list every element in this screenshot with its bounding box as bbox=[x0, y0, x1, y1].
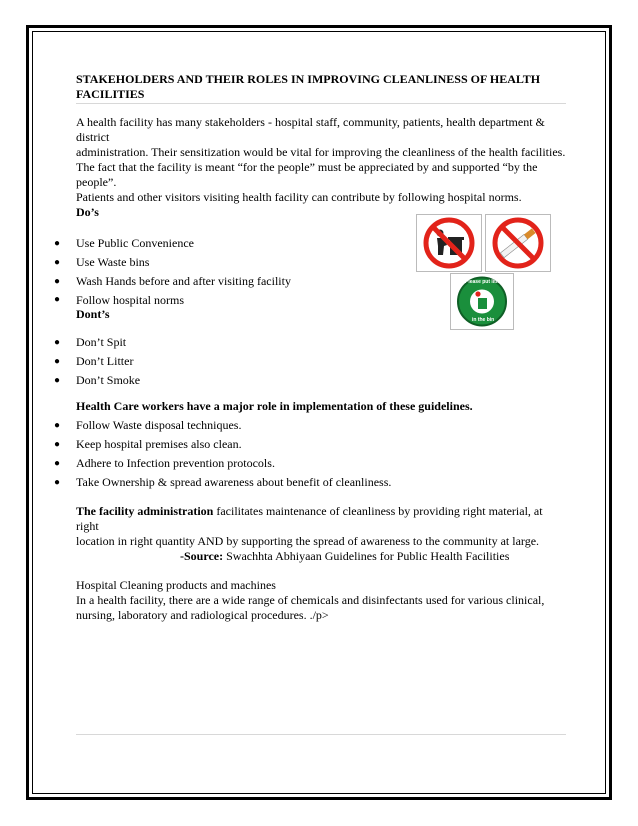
page-title: STAKEHOLDERS AND THEIR ROLES IN IMPROVING CLEANLINESS OF HEALTH FACILITIES bbox=[76, 72, 541, 101]
no-littering-icon bbox=[416, 214, 482, 272]
list-item: ● Don’t Litter bbox=[76, 352, 566, 371]
list-item: ● Adhere to Infection prevention protocols. bbox=[76, 454, 566, 473]
donts-list bbox=[54, 333, 566, 390]
source-line: -Source: Swachhta Abhiyaan Guidelines for Public Health Facilities bbox=[180, 549, 510, 563]
list-item: ● Don’t Spit bbox=[76, 333, 566, 352]
list-item: ● Use Public Convenience bbox=[76, 234, 566, 253]
admin-bold: The facility administration bbox=[76, 504, 214, 518]
bullet-icon: ● bbox=[54, 337, 61, 348]
list-item: ● Use Waste bins bbox=[76, 253, 566, 272]
list-item: ● Follow hospital norms bbox=[54, 293, 185, 307]
footer-rule bbox=[76, 734, 566, 735]
list-item: ● Don’t Smoke bbox=[76, 371, 566, 390]
intro-paragraph bbox=[76, 115, 566, 205]
litter-bin-badge-icon bbox=[450, 273, 514, 330]
bullet-icon: ● bbox=[54, 439, 61, 450]
hcw-heading: Health Care workers have a major role in implementation of these guidelines. bbox=[76, 399, 473, 413]
bullet-icon: ● bbox=[54, 420, 61, 431]
bullet-icon: ● bbox=[54, 257, 61, 268]
products-paragraph: Hospital Cleaning products and machines In a health facility, there are a wide range of chemicals and disinfectants used for various clinical, nursing, laboratory and radiological procedures. ./p> bbox=[76, 578, 566, 623]
badge-text-top: Please put litter bbox=[465, 279, 503, 285]
bullet-icon: ● bbox=[54, 276, 61, 287]
intro-line: A health facility has many stakeholders - hospital staff, community, patients, health department & district bbox=[76, 115, 545, 144]
no-smoking-icon bbox=[485, 214, 551, 272]
bullet-icon: ● bbox=[54, 238, 61, 249]
list-item: ● Wash Hands before and after visiting facility bbox=[76, 272, 566, 291]
intro-line: Patients and other visitors visiting health facility can contribute by following hospital norms. bbox=[76, 190, 522, 204]
donts-heading: Dont’s bbox=[76, 307, 110, 321]
badge-text-bottom: in the bin bbox=[472, 317, 495, 323]
bullet-icon: ● bbox=[54, 477, 61, 488]
list-item: ● Follow Waste disposal techniques. bbox=[76, 416, 566, 435]
admin-paragraph: The facility administration facilitates maintenance of cleanliness by providing right material, at right location in right quantity AND by supporting the spread of awareness to the community at large. -Source: Swachhta Abhiyaan Guidelines for Public Health Facilities bbox=[76, 504, 566, 564]
products-heading: Hospital Cleaning products and machines bbox=[76, 578, 276, 592]
bullet-icon: ● bbox=[54, 375, 61, 386]
intro-line: The fact that the facility is meant “for the people” must be appreciated by and supported “by the people”. bbox=[76, 160, 538, 189]
document-body bbox=[54, 72, 566, 623]
list-item: ● Keep hospital premises also clean. bbox=[76, 435, 566, 454]
bullet-icon: ● bbox=[54, 356, 61, 367]
dos-heading: Do’s bbox=[76, 205, 99, 219]
bullet-icon: ● bbox=[54, 458, 61, 469]
list-item: ● Take Ownership & spread awareness about benefit of cleanliness. bbox=[76, 473, 566, 492]
bullet-icon: ● bbox=[54, 294, 61, 305]
hcw-list bbox=[54, 416, 566, 492]
intro-line: administration. Their sensitization would be vital for improving the cleanliness of the health facilities. bbox=[76, 145, 566, 159]
